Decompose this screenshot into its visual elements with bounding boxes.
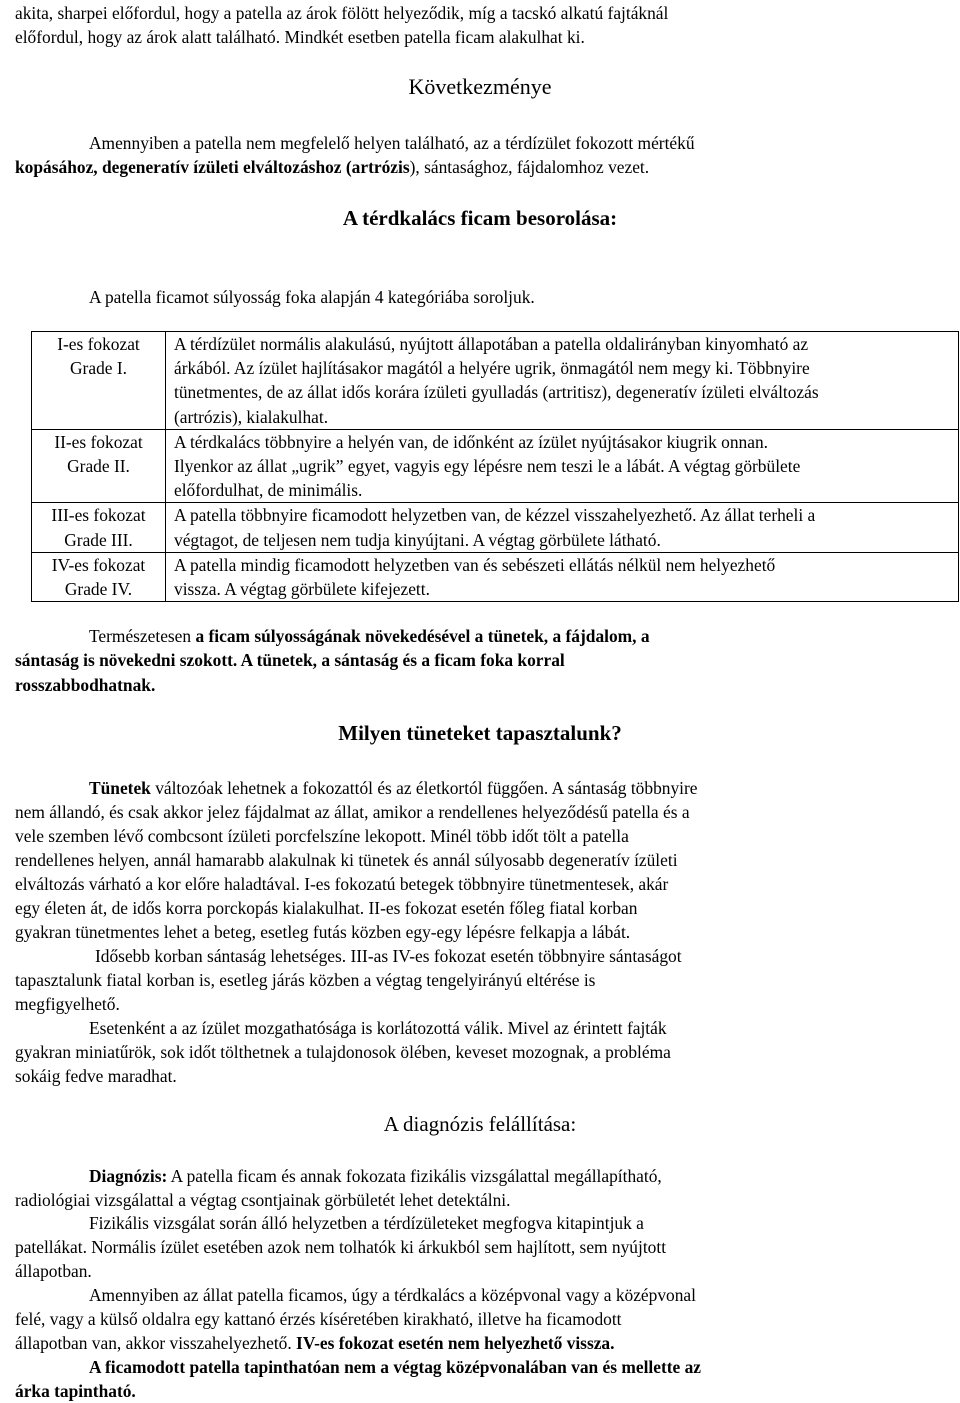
- grade-cell-3: [32, 503, 166, 552]
- grade-label: III-es fokozat: [51, 505, 146, 526]
- description-line: A patella mindig ficamodott helyzetben van és sebészeti ellátás nélkül nem helyezhető: [174, 554, 776, 575]
- consequence-bold: kopásához, degeneratív ízületi elváltozáshoz (artrózis: [15, 157, 410, 177]
- symptoms-line-7: gyakran tünetmentes lehet a beteg, esetleg futás közben egy-egy lépésre felkapja a lábát.: [15, 922, 631, 942]
- diagnosis-line-3: Fizikális vizsgálat során álló helyzetben a térdízületeket megfogva kitapintjuk a: [89, 1213, 644, 1233]
- symptoms-bold: Tünetek: [89, 778, 151, 798]
- diagnosis-heading: A diagnózis felállítása:: [383, 1112, 577, 1136]
- grade-name: Grade IV.: [64, 579, 133, 600]
- diagnosis-line-7: felé, vagy a külső oldalra egy kattanó érzés kíséretében kirakható, illetve ha ficamodott: [15, 1309, 622, 1329]
- symptoms-line-3: vele szemben lévő combcsont ízületi porcfelszíne lekopott. Minél több időt tölt a patella: [15, 826, 629, 846]
- grade-name: Grade III.: [64, 529, 133, 550]
- grade-description-3: [166, 503, 959, 552]
- description-line: (artrózis), kialakulhat.: [174, 406, 329, 427]
- grade-description-4: [166, 552, 959, 601]
- symptoms-line-2: nem állandó, és csak akkor jelez fájdalmat az állat, amikor a rendellenes helyeződésű patella és a: [15, 802, 690, 822]
- grade-label: II-es fokozat: [54, 431, 143, 452]
- symptoms-line-6: egy életen át, de idős korra porckopás kialakulhat. II-es fokozat esetén főleg fiatal korban: [15, 898, 638, 918]
- description-line: tünetmentes, de az állat idős korára ízületi gyulladás (artritisz), degeneratív ízületi elváltozás: [174, 382, 819, 403]
- symptoms-line-12: gyakran miniatűrök, sok időt tölthetnek a tulajdonosok ölében, keveset mozognak, a probléma: [15, 1042, 671, 1062]
- grade-name: Grade II.: [67, 456, 130, 477]
- description-line: árkából. Az ízület hajlításakor magától a helyére ugrik, önmagától nem megy ki. Többnyire: [174, 358, 810, 379]
- diagnosis-line-10: árka tapintható.: [15, 1381, 136, 1401]
- grade-cell-2: [32, 429, 166, 503]
- consequence-rest: ), sántasághoz, fájdalomhoz vezet.: [409, 157, 650, 177]
- intro-line-2: előfordul, hogy az árok alatt található. Mindkét esetben patella ficam alakulhat ki.: [15, 27, 585, 47]
- consequence-line-1: Amennyiben a patella nem megfelelő helyen található, az a térdízület fokozott mértékű: [89, 133, 695, 153]
- description-line: A patella többnyire ficamodott helyzetben van, de kézzel visszahelyezhető. Az állat terheli a: [174, 505, 816, 526]
- symptoms-line-8: Idősebb korban sántaság lehetséges. III-as IV-es fokozat esetén többnyire sántaságot: [95, 946, 682, 966]
- grade-row-2: [32, 429, 959, 503]
- grade-row-1: [32, 332, 959, 430]
- symptoms-line-5: elváltozás várható a kor előre haladtával. I-es fokozatú betegek többnyire tünetmentesek, akár: [15, 874, 669, 894]
- classification-heading: A térdkalács ficam besorolása:: [342, 206, 618, 230]
- grade-cell-1: [32, 332, 166, 430]
- summary-line-1: [89, 624, 650, 648]
- symptoms-line-11: Esetenként a az ízület mozgathatósága is korlátozottá válik. Mivel az érintett fajták: [89, 1018, 667, 1038]
- diagnosis-line-1: [89, 1164, 662, 1188]
- symptoms-line-10: megfigyelhető.: [15, 994, 120, 1014]
- symptoms-line-1: [89, 776, 698, 800]
- grade-label: I-es fokozat: [57, 334, 140, 354]
- description-line: előfordulhat, de minimális.: [174, 480, 363, 501]
- summary-line-3: rosszabbodhatnak.: [15, 675, 156, 695]
- grade-name: Grade I.: [70, 358, 127, 379]
- diagnosis-line-2: radiológiai vizsgálattal a végtag csontjainak görbületét lehet detektálni.: [15, 1190, 511, 1210]
- diagnosis-rest: A patella ficam és annak fokozata fizikális vizsgálattal megállapítható,: [167, 1166, 662, 1186]
- symptoms-heading: Milyen tüneteket tapasztalunk?: [338, 721, 622, 745]
- diagnosis-line-5: állapotban.: [15, 1261, 92, 1281]
- grade-label: IV-es fokozat: [51, 554, 146, 575]
- summary-bold: a ficam súlyosságának növekedésével a tünetek, a fájdalom, a: [195, 626, 650, 646]
- description-line: A térdkalács többnyire a helyén van, de időnként az ízület nyújtásakor kiugrik onnan.: [174, 431, 768, 452]
- diagnosis-line-9: A ficamodott patella tapinthatóan nem a végtag középvonalában van és mellette az: [89, 1357, 702, 1377]
- consequence-heading: Következménye: [408, 74, 552, 99]
- diagnosis-line-8: [15, 1331, 614, 1355]
- summary-line-2: sántaság is növekedni szokott. A tünetek, a sántaság és a ficam foka korral: [15, 650, 565, 670]
- classification-intro: A patella ficamot súlyosság foka alapján 4 kategóriába soroljuk.: [89, 287, 535, 307]
- summary-normal: Természetesen: [89, 626, 196, 646]
- consequence-line-2: [15, 155, 649, 179]
- diagnosis-line-6: Amennyiben az állat patella ficamos, úgy a térdkalács a középvonal vagy a középvonal: [89, 1285, 696, 1305]
- grades-table: [31, 331, 959, 602]
- symptoms-line-9: tapasztalunk fiatal korban is, esetleg járás közben a végtag tengelyirányú eltérése is: [15, 970, 596, 990]
- symptoms-line-13: sokáig fedve maradhat.: [15, 1066, 177, 1086]
- diagnosis-line-4: patellákat. Normális ízület esetében azok nem tolhatók ki árkukból sem hajlított, sem nyújtott: [15, 1237, 667, 1257]
- description-line: Ilyenkor az állat „ugrik” egyet, vagyis egy lépésre nem teszi le a lábát. A végtag görbülete: [174, 456, 801, 477]
- description-line: vissza. A végtag görbülete kifejezett.: [174, 579, 430, 600]
- description-line: végtagot, de teljesen nem tudja kinyújtani. A végtag görbülete látható.: [174, 529, 661, 550]
- diagnosis-bold: Diagnózis:: [89, 1166, 168, 1186]
- diagnosis-normal: állapotban van, akkor visszahelyezhető.: [15, 1333, 297, 1353]
- symptoms-line-4: rendellenes helyen, annál hamarabb alakulnak ki tünetek és annál súlyosabb degeneratív ízületi: [15, 850, 678, 870]
- grade-row-4: [32, 552, 959, 601]
- grade-description-1: [166, 332, 959, 430]
- grade-row-3: [32, 503, 959, 552]
- grade-cell-4: [32, 552, 166, 601]
- intro-line-1: akita, sharpei előfordul, hogy a patella az árok fölött helyeződik, míg a tacskó alkatú fajtáknál: [15, 3, 669, 23]
- grade-description-2: [166, 429, 959, 503]
- symptoms-rest: változóak lehetnek a fokozattól és az életkortól függően. A sántaság többnyire: [150, 778, 698, 798]
- description-line: A térdízület normális alakulású, nyújtott állapotában a patella oldalirányban kinyomható az: [174, 334, 809, 354]
- diagnosis-bold-2: IV-es fokozat esetén nem helyezhető vissza.: [296, 1333, 615, 1353]
